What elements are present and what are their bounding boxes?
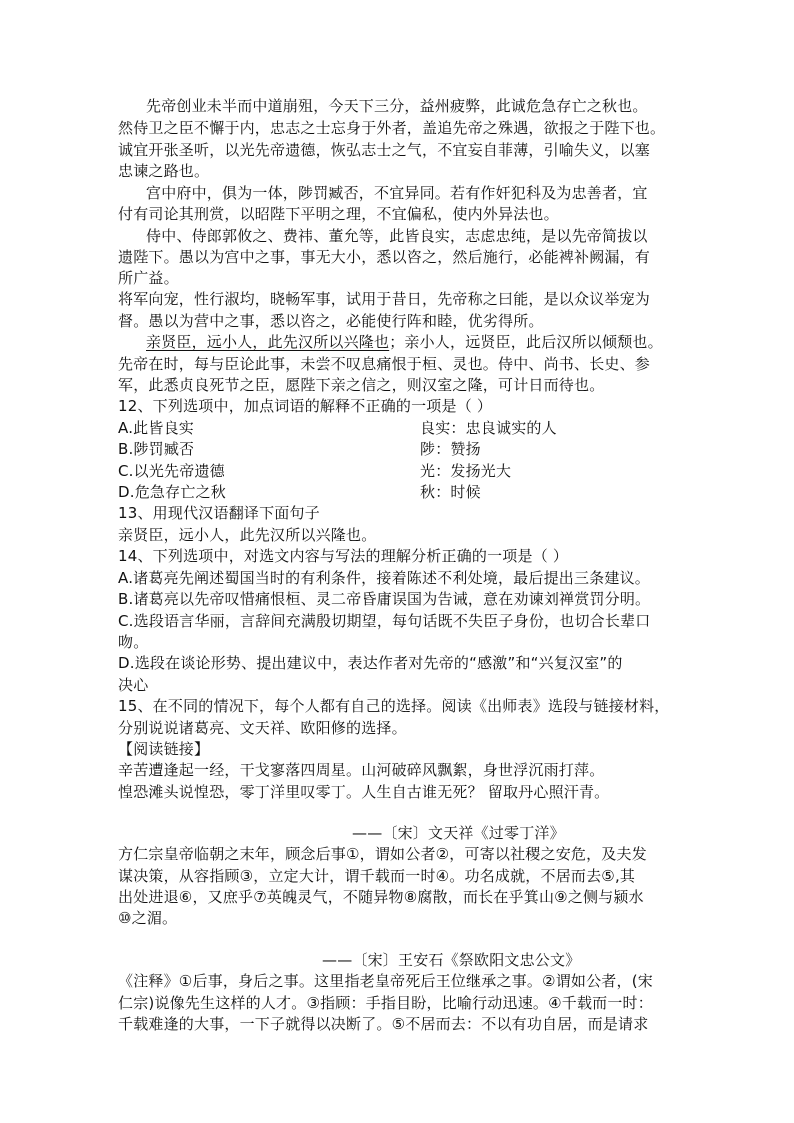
- passage-line: 督。愚以为营中之事，悉以咨之，必能使行阵和睦，优劣得所。: [118, 312, 544, 330]
- passage-line: 宫中府中，俱为一体，陟罚臧否，不宜异同。若有作奸犯科及为忠善者，宜: [146, 184, 648, 202]
- question-14-option-b: B.诸葛亮以先帝叹惜痛恨桓、灵二帝昏庸误国为告诫，意在劝谏刘禅赏罚分明。: [118, 590, 651, 608]
- option-phrase: C.以光先帝遗德: [118, 462, 225, 480]
- prose-source: ——〔宋〕王安石《祭欧阳文忠公文》: [322, 951, 581, 969]
- passage-line: 先帝创业未半而中道崩殂，今天下三分，益州疲弊，此诚危急存亡之秋也。: [146, 97, 648, 115]
- passage-line: 忠谏之路也。: [118, 162, 210, 180]
- passage-line: 所广益。: [118, 269, 179, 287]
- question-12-option-d: [118, 481, 481, 503]
- question-14-option-a: A.诸葛亮先阐述蜀国当时的有利条件，接着陈述不利处境，最后提出三条建议。: [118, 569, 650, 587]
- poem-source: ——〔宋〕文天祥《过零丁洋》: [352, 824, 565, 842]
- passage-line-key-sentence: [146, 331, 663, 353]
- option-phrase: B.陟罚臧否: [118, 440, 195, 458]
- question-14-option-d: D.选段在谈论形势、提出建议中，表达作者对先帝的“感激”和“兴复汉室”的: [118, 654, 623, 672]
- prose-line: ⑩之湄。: [118, 909, 178, 927]
- passage-line: 遗陛下。愚以为宫中之事，事无大小，悉以咨之，然后施行，必能裨补阙漏，有: [118, 248, 651, 266]
- poem-line: 惶恐滩头说惶恐，零丁洋里叹零丁。人生自古谁无死？ 留取丹心照汗青。: [118, 783, 610, 801]
- reading-link-heading: 【阅读链接】: [118, 740, 210, 758]
- question-14-option-c: C.选段语言华丽，言辞间充满殷切期望，每句话既不失臣子身份，也切合长辈口: [118, 612, 651, 630]
- notes-line: 仁宗)说像先生这样的人才。③指顾：手指目盼，比喻行动迅速。④千载而一时：: [118, 994, 653, 1012]
- passage-line: 诚宜开张圣听，以光先帝遗德，恢弘志士之气，不宜妄自菲薄，引喻失义，以塞: [118, 141, 651, 159]
- prose-line: 谋决策，从容指顾③，立定大计，谓千载而一时④。功名成就，不居而去⑤,其: [118, 867, 636, 885]
- poem-line: 辛苦遭逢起一经，干戈寥落四周星。山河破碎风飘絮，身世浮沉雨打萍。: [118, 761, 605, 779]
- notes-line: 千载难逢的大事，一下子就得以决断了。⑤不居而去：不以有功自居，而是请求: [118, 1015, 649, 1033]
- passage-line: 付有司论其刑赏，以昭陛下平明之理，不宜偏私，使内外异法也。: [118, 205, 559, 223]
- question-15-stem: 15、在不同的情况下，每个人都有自己的选择。阅读《出师表》选段与链接材料，: [118, 697, 670, 715]
- option-gloss: 秋：时候: [420, 483, 481, 501]
- passage-line: 将军向宠，性行淑均，晓畅军事，试用于昔日，先帝称之曰能，是以众议举宠为: [118, 290, 651, 308]
- question-12-stem: 12、下列选项中，加点词语的解释不正确的一项是（ ）: [118, 397, 493, 415]
- question-12-option-a: [118, 417, 557, 439]
- passage-line: 先帝在时，每与臣论此事，未尝不叹息痛恨于桓、灵也。侍中、尚书、长史、参: [118, 355, 651, 373]
- passage-line: 军，此悉贞良死节之臣，愿陛下亲之信之，则汉室之隆，可计日而待也。: [118, 376, 605, 394]
- question-14-option-d-cont: 决心: [118, 676, 149, 694]
- passage-line: 侍中、侍郎郭攸之、费祎、董允等，此皆良实，志虑忠纯，是以先帝简拔以: [146, 227, 648, 245]
- question-12-option-c: [118, 460, 512, 482]
- passage-line: 然侍卫之臣不懈于内，忠志之士忘身于外者，盖追先帝之殊遇，欲报之于陛下也。: [118, 119, 666, 137]
- prose-line: 方仁宗皇帝临朝之末年，顾念后事①，谓如公者②，可寄以社稷之安危，及夫发: [118, 845, 647, 863]
- question-15-stem-cont: 分别说说诸葛亮、文天祥、欧阳修的选择。: [118, 719, 407, 737]
- prose-line: 出处进退⑥，又庶乎⑦英魄灵气，不随异物⑧腐散，而长在乎箕山⑨之侧与颍水: [118, 888, 644, 906]
- question-14-stem: 14、下列选项中，对选文内容与写法的理解分析正确的一项是（ ）: [118, 547, 569, 565]
- notes-line: 《注释》①后事，身后之事。这里指老皇帝死后王位继承之事。②谓如公者，(宋: [118, 972, 653, 990]
- underlined-sentence: 亲贤臣，远小人，此先汉所以兴隆也: [146, 333, 390, 351]
- option-gloss: 良实：忠良诚实的人: [420, 419, 557, 437]
- option-phrase: A.此皆良实: [118, 419, 194, 437]
- option-gloss: 陟：赞扬: [420, 440, 481, 458]
- sentence-rest: ；亲小人，远贤臣，此后汉所以倾颓也。: [389, 333, 663, 351]
- question-14-option-c-cont: 吻。: [118, 633, 149, 651]
- question-13-stem: 13、用现代汉语翻译下面句子: [118, 504, 320, 522]
- option-gloss: 光：发扬光大: [420, 462, 512, 480]
- option-phrase: D.危急存亡之秋: [118, 483, 226, 501]
- question-12-option-b: [118, 438, 481, 460]
- question-13-sentence: 亲贤臣，远小人，此先汉所以兴隆也。: [118, 526, 377, 544]
